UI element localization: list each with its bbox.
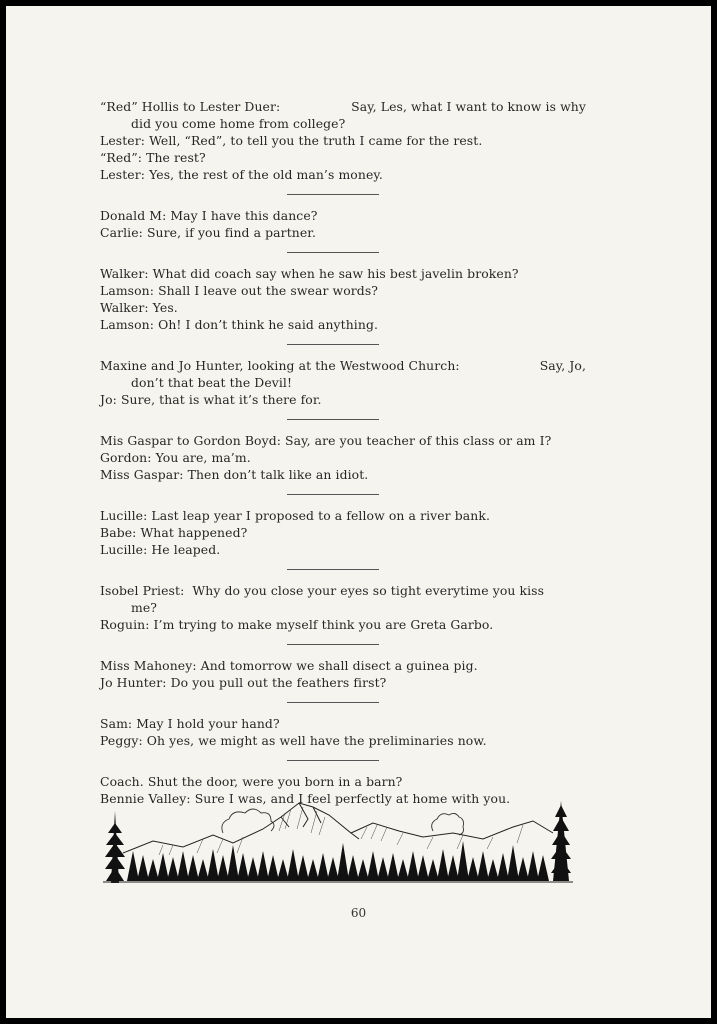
line-part: Isobel Priest: Why do you close your eyes so tight everytime you kiss <box>100 583 545 598</box>
dialogue-block <box>100 432 586 483</box>
dialogue-line: Lucille: Last leap year I proposed to a fellow on a river bank. <box>100 508 490 523</box>
dialogue-block <box>100 207 586 241</box>
mountain-forest-landscape-icon <box>103 793 573 885</box>
dialogue-block <box>100 657 586 691</box>
dialogue-line: Lamson: Oh! I don’t think he said anything. <box>100 317 379 332</box>
dialogue-list <box>100 98 586 807</box>
line-part: Maxine and Jo Hunter, looking at the Westwood Church: <box>100 358 460 373</box>
dialogue-line <box>100 98 586 115</box>
dialogue-line: Lucille: He leaped. <box>100 542 221 557</box>
dialogue-block <box>100 582 586 633</box>
dialogue-line-continued: don’t that beat the Devil! <box>131 375 293 390</box>
dialogue-block <box>100 507 586 558</box>
dialogue-line: Lester: Yes, the rest of the old man’s money. <box>100 167 383 182</box>
line-part: “Red” Hollis to Lester Duer: <box>100 99 281 114</box>
dialogue-line: Bennie Valley: Sure I was, and I feel perfectly at home with you. <box>100 791 511 806</box>
dialogue-block <box>100 98 586 183</box>
line-part: Say, Les, what I want to know is why <box>351 99 586 114</box>
dialogue-line: Mis Gaspar to Gordon Boyd: Say, are you teacher of this class or am I? <box>100 433 552 448</box>
dialogue-line: Jo Hunter: Do you pull out the feathers first? <box>100 675 387 690</box>
dialogue-line: Peggy: Oh yes, we might as well have the preliminaries now. <box>100 733 487 748</box>
dialogue-line: Donald M: May I have this dance? <box>100 208 318 223</box>
dialogue-line: Miss Gaspar: Then don’t talk like an idiot. <box>100 467 369 482</box>
dialogue-line <box>100 582 586 599</box>
dialogue-line: Jo: Sure, that is what it’s there for. <box>100 392 322 407</box>
dialogue-line: Babe: What happened? <box>100 525 248 540</box>
dialogue-line: Carlie: Sure, if you find a partner. <box>100 225 316 240</box>
dialogue-line: Lamson: Shall I leave out the swear words? <box>100 283 379 298</box>
dialogue-line: Gordon: You are, ma’m. <box>100 450 251 465</box>
dialogue-line <box>100 357 586 374</box>
line-part: Say, Jo, <box>539 358 586 373</box>
dialogue-line: Walker: What did coach say when he saw his best javelin broken? <box>100 266 519 281</box>
dialogue-line: Miss Mahoney: And tomorrow we shall disect a guinea pig. <box>100 658 478 673</box>
dialogue-line: Roguin: I’m trying to make myself think you are Greta Garbo. <box>100 617 494 632</box>
dialogue-block <box>100 357 586 408</box>
dialogue-line: Sam: May I hold your hand? <box>100 716 280 731</box>
dialogue-line-continued: did you come home from college? <box>131 116 346 131</box>
dialogue-line: Coach. Shut the door, were you born in a barn? <box>100 774 403 789</box>
dialogue-line: Walker: Yes. <box>100 300 178 315</box>
dialogue-block <box>100 715 586 749</box>
dialogue-line-continued: me? <box>131 600 158 615</box>
dialogue-line: Lester: Well, “Red”, to tell you the truth I came for the rest. <box>100 133 483 148</box>
page-number: 60 <box>350 906 367 920</box>
dialogue-block <box>100 265 586 333</box>
book-page <box>6 6 711 1018</box>
dialogue-line: “Red”: The rest? <box>100 150 206 165</box>
